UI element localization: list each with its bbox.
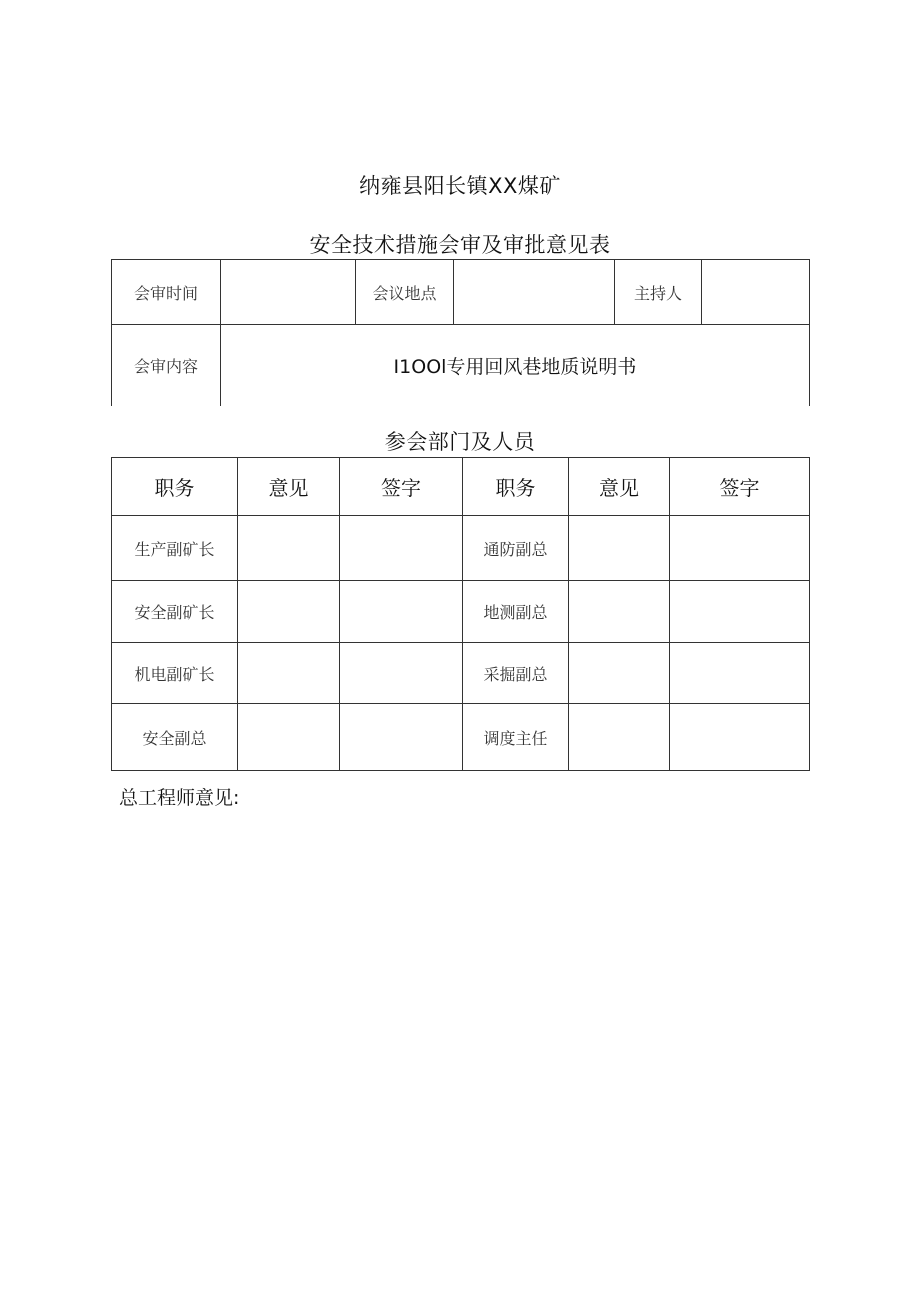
review-time-label: 会审时间 [112, 260, 221, 325]
role-cell: 采掘副总 [463, 643, 569, 704]
meeting-place-field[interactable] [454, 260, 615, 325]
signature-cell[interactable] [670, 516, 810, 581]
header-signature: 签字 [340, 458, 463, 516]
role-cell: 安全副矿长 [112, 581, 238, 643]
table-row [112, 643, 810, 704]
signature-cell[interactable] [340, 704, 463, 771]
host-label: 主持人 [615, 260, 702, 325]
table-row [112, 516, 810, 581]
signature-cell[interactable] [670, 704, 810, 771]
role-cell: 机电副矿长 [112, 643, 238, 704]
opinion-cell[interactable] [238, 643, 340, 704]
role-cell: 生产副矿长 [112, 516, 238, 581]
opinion-cell[interactable] [238, 704, 340, 771]
header-role: 职务 [463, 458, 569, 516]
role-cell: 通防副总 [463, 516, 569, 581]
host-field[interactable] [702, 260, 810, 325]
opinion-cell[interactable] [569, 643, 670, 704]
role-cell: 安全副总 [112, 704, 238, 771]
role-cell: 调度主任 [463, 704, 569, 771]
signature-cell[interactable] [340, 516, 463, 581]
participants-header-row [112, 458, 810, 516]
org-title: 纳雍县阳长镇XX煤矿 [359, 174, 561, 198]
form-title: 安全技术措施会审及审批意见表 [309, 233, 611, 257]
opinion-cell[interactable] [238, 516, 340, 581]
review-content-value: I1OOl专用回风巷地质说明书 [221, 325, 810, 407]
participants-table [111, 457, 810, 771]
signature-cell[interactable] [670, 643, 810, 704]
review-info-table [111, 259, 810, 406]
opinion-cell[interactable] [569, 581, 670, 643]
review-content-row [112, 325, 810, 407]
header-role: 职务 [112, 458, 238, 516]
header-signature: 签字 [670, 458, 810, 516]
signature-cell[interactable] [340, 581, 463, 643]
opinion-cell[interactable] [238, 581, 340, 643]
review-content-label: 会审内容 [112, 325, 221, 407]
opinion-cell[interactable] [569, 516, 670, 581]
role-cell: 地测副总 [463, 581, 569, 643]
signature-cell[interactable] [670, 581, 810, 643]
table-row [112, 704, 810, 771]
participants-title: 参会部门及人员 [384, 430, 536, 454]
header-opinion: 意见 [238, 458, 340, 516]
meeting-place-label: 会议地点 [356, 260, 454, 325]
chief-engineer-opinion-label: 总工程师意见: [119, 787, 240, 809]
header-opinion: 意见 [569, 458, 670, 516]
signature-cell[interactable] [340, 643, 463, 704]
review-info-row [112, 260, 810, 325]
table-row [112, 581, 810, 643]
review-time-field[interactable] [221, 260, 356, 325]
opinion-cell[interactable] [569, 704, 670, 771]
